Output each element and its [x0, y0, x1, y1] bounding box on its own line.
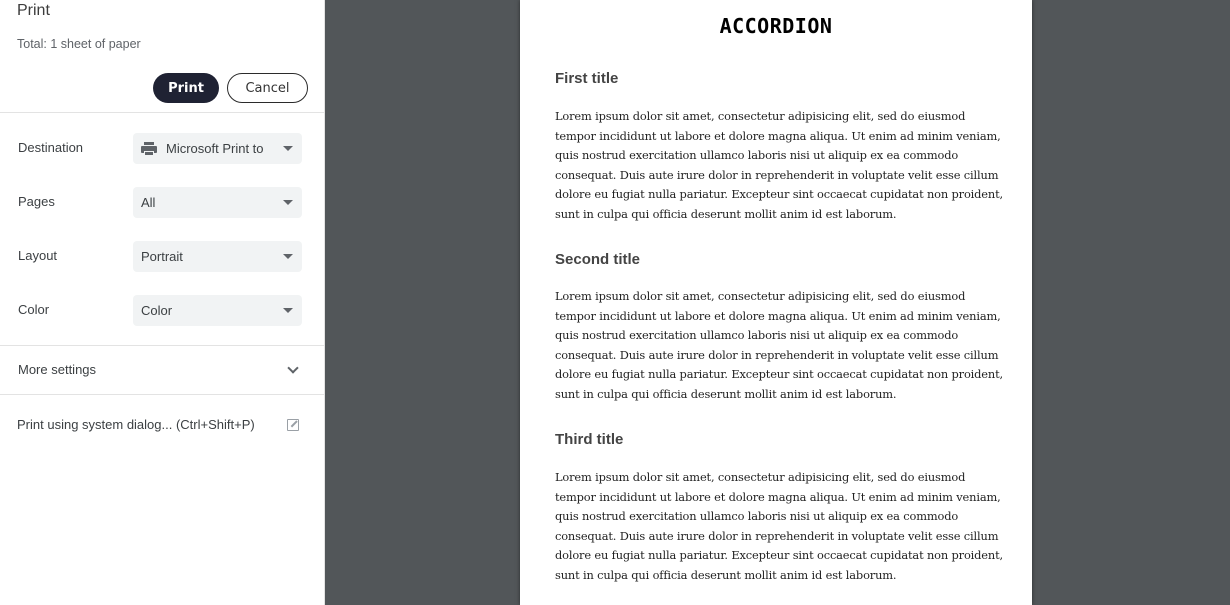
caret-down-icon [283, 254, 293, 259]
system-dialog-link[interactable]: Print using system dialog... (Ctrl+Shift+P) [17, 417, 255, 432]
divider [0, 394, 324, 395]
chevron-down-icon[interactable] [287, 362, 298, 373]
destination-value: Microsoft Print to [166, 141, 264, 156]
pages-label: Pages [18, 194, 55, 209]
sheet-count: Total: 1 sheet of paper [17, 37, 141, 51]
document-title: ACCORDION [719, 14, 833, 38]
caret-down-icon [283, 308, 293, 313]
color-label: Color [18, 302, 50, 317]
color-value: Color [141, 303, 173, 318]
more-settings-toggle[interactable]: More settings [18, 362, 97, 377]
print-button[interactable]: Print [153, 73, 219, 103]
section-title: First title [555, 70, 619, 87]
printer-icon [141, 142, 157, 156]
color-select[interactable] [133, 295, 302, 326]
destination-select[interactable] [133, 133, 302, 164]
caret-down-icon [283, 146, 293, 151]
section-body: Lorem ipsum dolor sit amet, consectetur adipisicing elit, sed do eiusmod tempor incididunt ut labore et dolore magna aliqua. Ut enim ad minim veniam, quis nostrud exercitation ullamco laboris nisi ut aliquip ex ea commodo consequat. Duis aute irure dolor in reprehenderit in voluptate velit esse cillum dolore eu fugiat nulla pariatur. Excepteur sint occaecat cupidatat non proident, sunt in culpa qui officia deserunt mollit anim id est laborum. [555, 109, 1003, 221]
preview-page [520, 0, 1032, 605]
pages-select[interactable] [133, 187, 302, 218]
layout-select[interactable] [133, 241, 302, 272]
divider [0, 112, 324, 113]
cancel-button[interactable]: Cancel [227, 73, 308, 103]
section-body: Lorem ipsum dolor sit amet, consectetur adipisicing elit, sed do eiusmod tempor incididunt ut labore et dolore magna aliqua. Ut enim ad minim veniam, quis nostrud exercitation ullamco laboris nisi ut aliquip ex ea commodo consequat. Duis aute irure dolor in reprehenderit in voluptate velit esse cillum dolore eu fugiat nulla pariatur. Excepteur sint occaecat cupidatat non proident, sunt in culpa qui officia deserunt mollit anim id est laborum. [555, 470, 1003, 582]
section-body: Lorem ipsum dolor sit amet, consectetur adipisicing elit, sed do eiusmod tempor incididunt ut labore et dolore magna aliqua. Ut enim ad minim veniam, quis nostrud exercitation ullamco laboris nisi ut aliquip ex ea commodo consequat. Duis aute irure dolor in reprehenderit in voluptate velit esse cillum dolore eu fugiat nulla pariatur. Excepteur sint occaecat cupidatat non proident, sunt in culpa qui officia deserunt mollit anim id est laborum. [555, 289, 1003, 401]
section-title: Third title [555, 431, 624, 448]
open-external-icon[interactable] [287, 419, 299, 431]
print-settings-panel [0, 0, 325, 605]
section-title: Second title [555, 251, 641, 268]
caret-down-icon [283, 200, 293, 205]
divider [0, 345, 324, 346]
layout-value: Portrait [141, 249, 183, 264]
destination-label: Destination [18, 140, 84, 155]
pages-value: All [141, 195, 156, 210]
layout-label: Layout [18, 248, 58, 263]
print-preview-area[interactable] [325, 0, 1230, 605]
dialog-title: Print [17, 2, 50, 19]
